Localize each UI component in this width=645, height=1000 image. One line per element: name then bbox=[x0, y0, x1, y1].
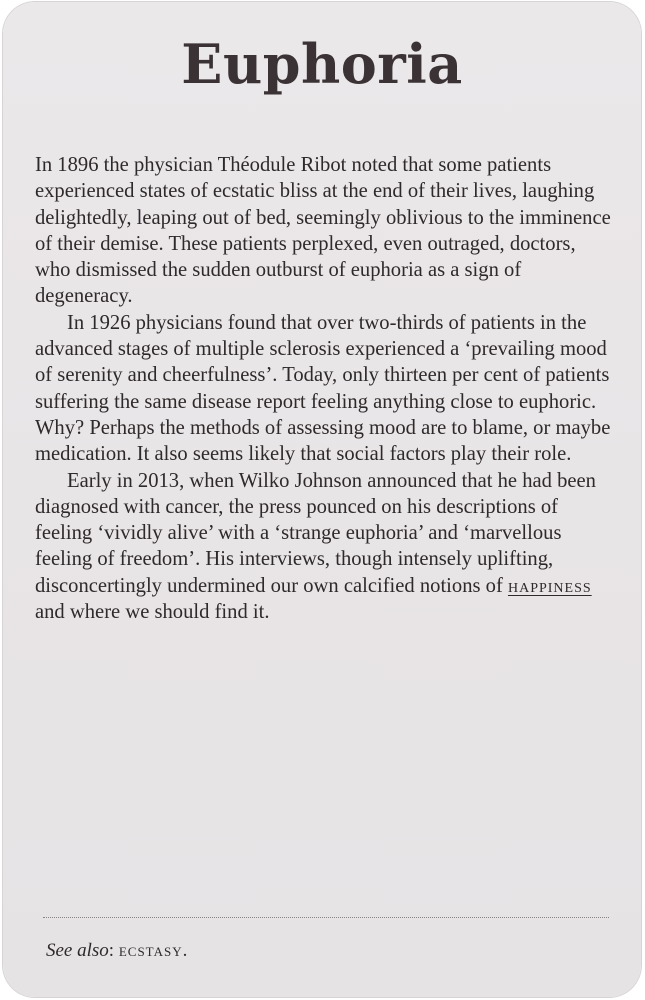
paragraph-3 bbox=[35, 468, 615, 626]
paragraph-2: In 1926 physicians found that over two-thirds of patients in the advanced stages of multiple sclerosis experienced a ‘prevailing mood of serenity and cheerfulness’. Today, only thirteen per cent of patients suffering the same disease report feeling anything close to euphoric. Why? Perhaps the methods of assessing mood are to blame, or maybe medication. It also seems likely that social factors play their role. bbox=[35, 311, 611, 466]
see-also-end: . bbox=[182, 940, 188, 961]
paragraph-3-text-after: and where we should find it. bbox=[35, 601, 270, 624]
dotted-divider bbox=[43, 917, 609, 918]
happiness-link[interactable]: happiness bbox=[507, 574, 592, 597]
see-also bbox=[46, 940, 187, 962]
ecstasy-link[interactable]: ecstasy bbox=[118, 940, 183, 961]
see-also-label: See also bbox=[46, 940, 109, 961]
card-title: Euphoria bbox=[181, 32, 463, 96]
see-also-separator: : bbox=[108, 940, 119, 961]
paragraph-1: In 1896 the physician Théodule Ribot noted that some patients experienced states of ecstatic bliss at the end of their lives, laughing delightedly, leaping out of bed, seemingly oblivious to the imminence of their demise. These patients perplexed, even outraged, doctors, who dismissed the sudden outburst of euphoria as a sign of degeneracy. bbox=[35, 154, 611, 308]
card bbox=[3, 2, 641, 997]
paragraph-3-text-before: Early in 2013, when Wilko Johnson announced that he had been diagnosed with cancer, the press pounced on his descriptions of feeling ‘vividly alive’ with a ‘strange euphoria’ and ‘marvellous feeling of freedom’. His interviews, though intensely uplifting, disconcertingly undermined our own calcified notions of bbox=[35, 469, 596, 597]
card-body bbox=[35, 152, 615, 625]
